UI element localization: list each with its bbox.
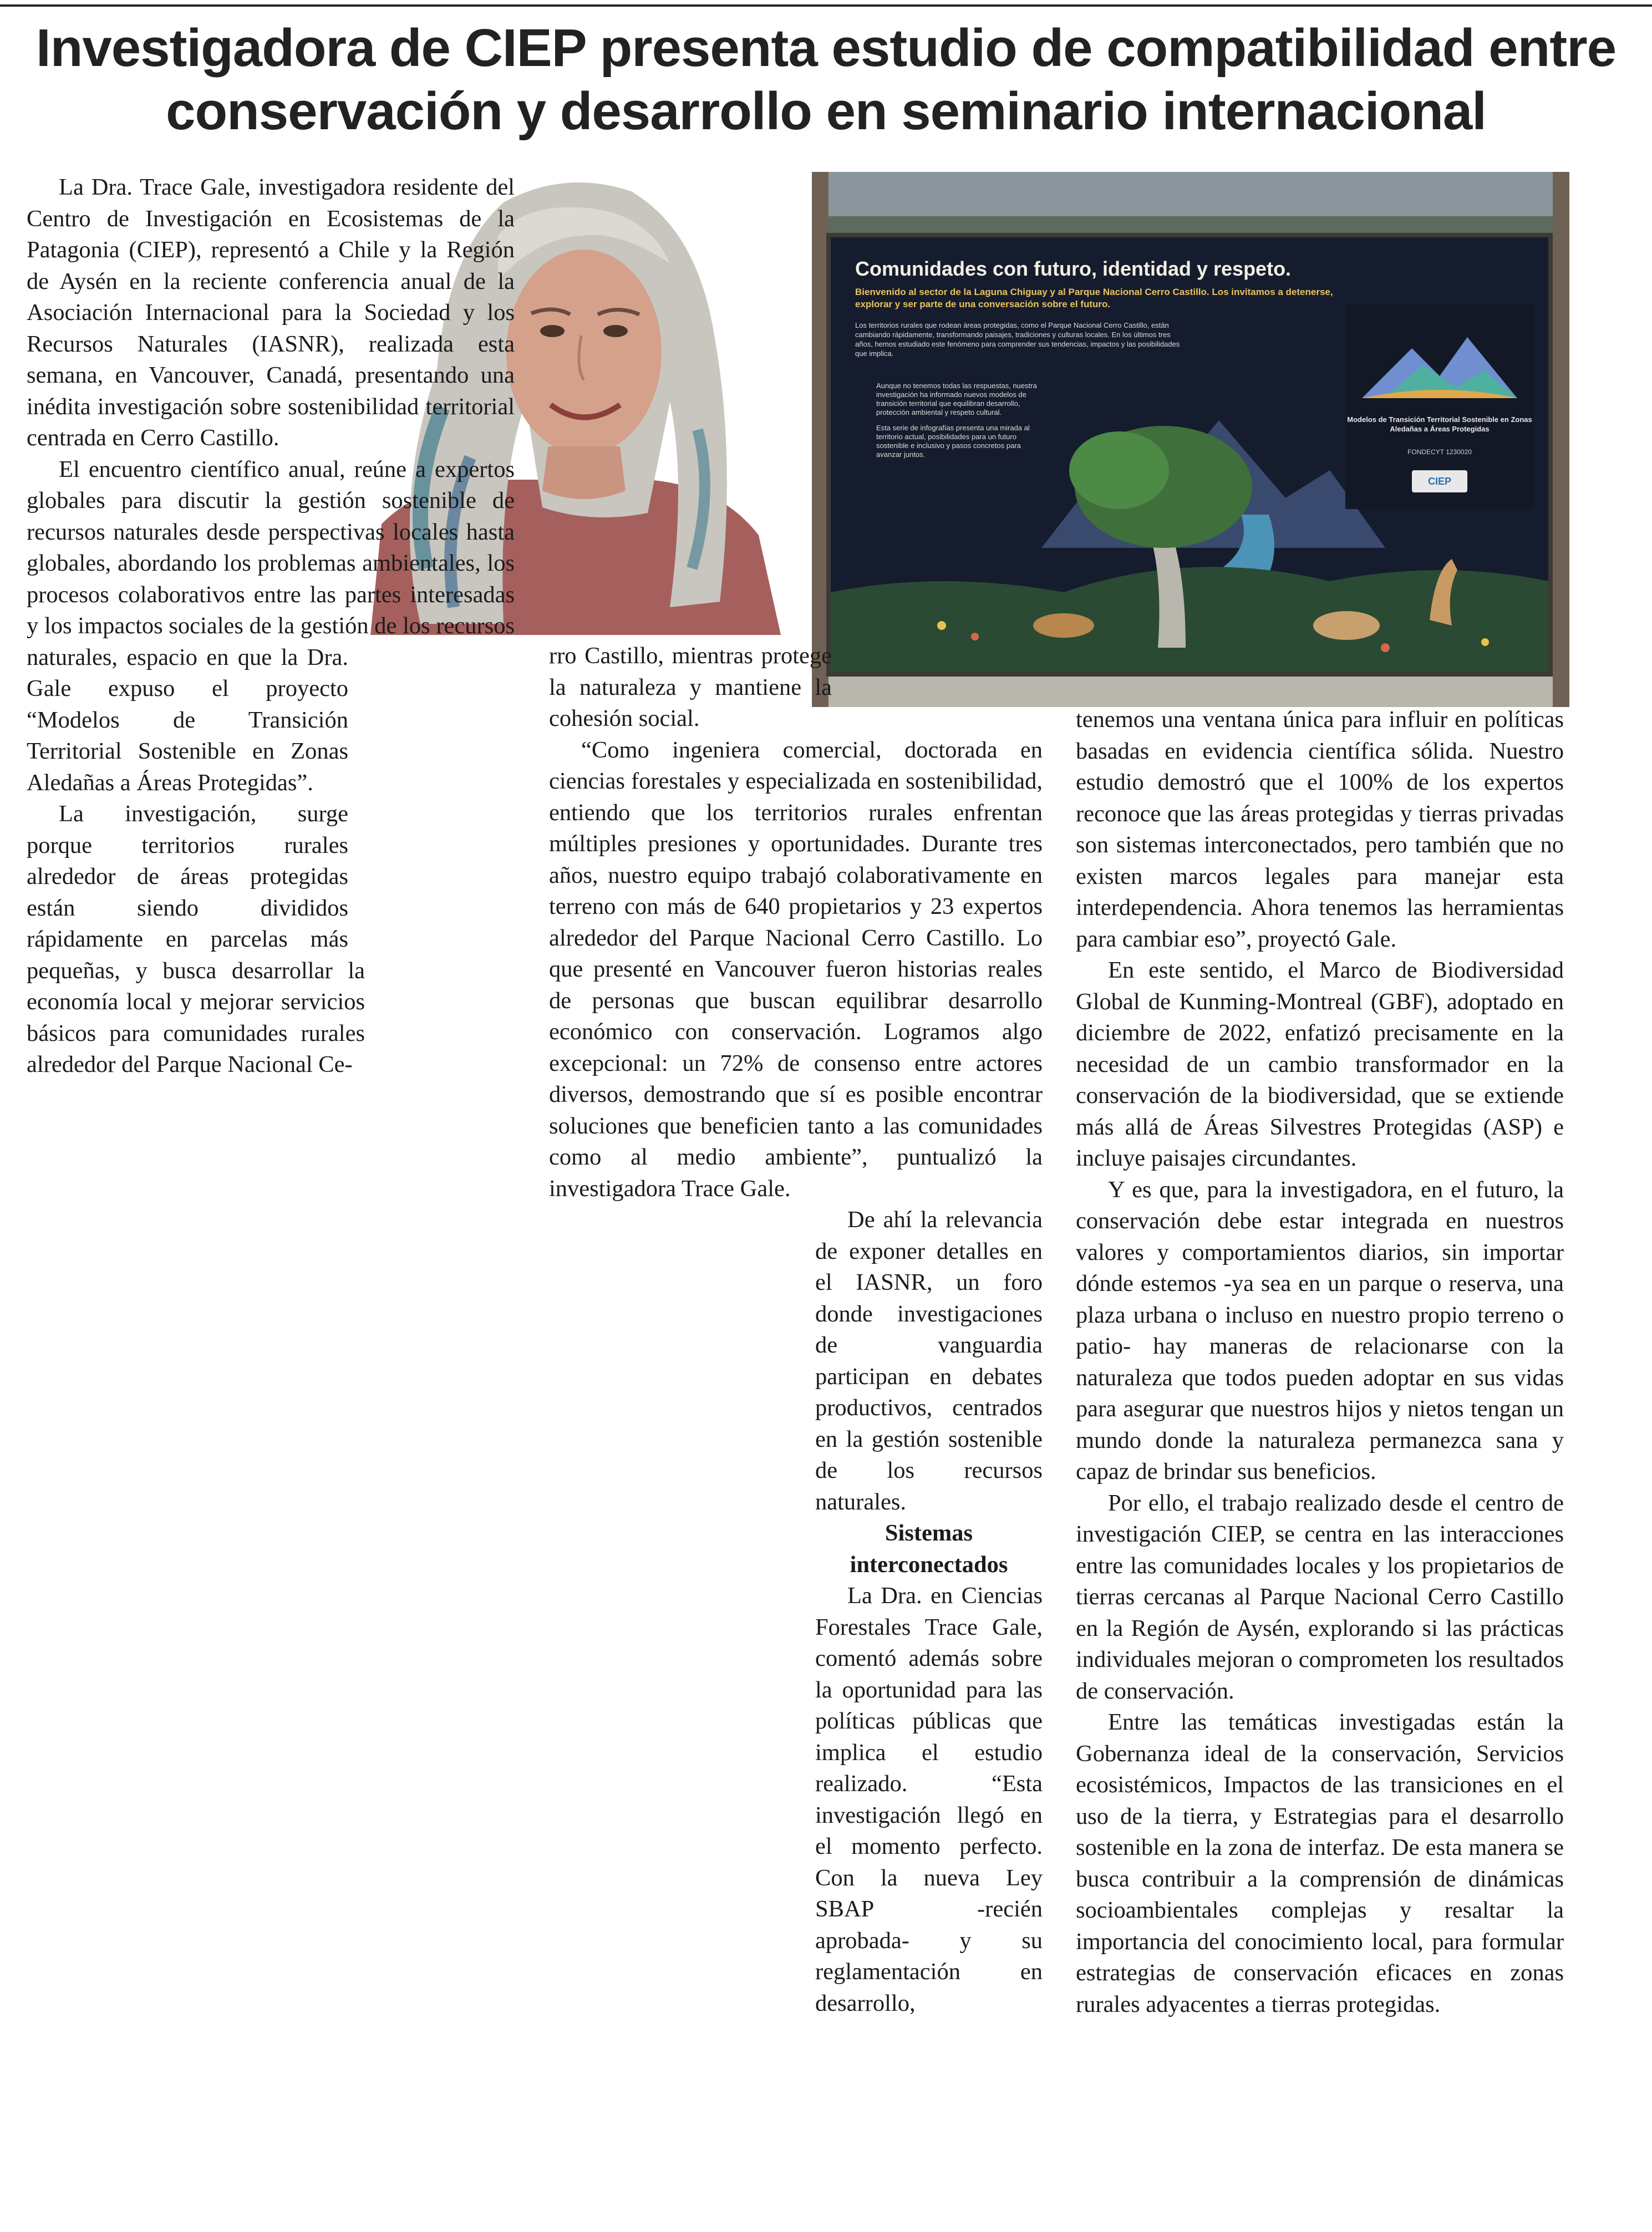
paragraph: tenemos una ventana única para influir en políticas basadas en evidencia científica sólida. Nuestro estudio demostró que el 100% de los expertos reconoce que las áreas protegidas y tierras privadas son sistemas interconectados, pero también que no existen marcos legales para manejar esta interdependencia. Ahora tenemos las herramientas para cambiar eso”, proyectó Gale. bbox=[1076, 706, 1564, 952]
top-rule bbox=[0, 4, 1652, 7]
paragraph: El encuentro científico anual, reúne a expertos globales para discutir la gestión sostenible de recursos naturales desde perspectivas locales hasta globales, abordando los problemas ambientales, los procesos colaborativos entre las partes interesadas y los impactos sociales de la gestión de los recursos naturales, espacio en que la Dra. Gale expuso el proyecto “Modelos de Transición Territorial Sostenible en Zonas Aledañas a Áreas Protegidas”. bbox=[27, 456, 515, 796]
sign-note-2: Esta serie de infografías presenta una mirada al territorio actual, posibilidades para un futuro sostenible e inclusivo y pasos concretos para avanzar juntos. bbox=[876, 424, 1030, 459]
sign-body: Los territorios rurales que rodean áreas protegidas, como el Parque Nacional Cerro Castillo, están cambiando rápidamente, transformando paisajes, tradiciones y culturas locales. En los últimos tres años, hemos estudiado este fenómeno para comprender sus tendencias, impactos y las posibilidades que implica. bbox=[855, 321, 1180, 358]
sign-note bbox=[876, 382, 1037, 459]
paragraph: La Dra. en Ciencias Forestales Trace Gale, comentó además sobre la oportunidad para las políticas públicas que implica el estudio realizado. “Esta investigación llegó en el momento perfecto. Con la nueva Ley SBAP -recién aprobada- y su reglamentación en desarrollo, bbox=[815, 1583, 1043, 2016]
sign-subtitle: Bienvenido al sector de la Laguna Chiguay y al Parque Nacional Cerro Castillo. Los invitamos a detenerse, explorar y ser parte de una conversación sobre el futuro. bbox=[855, 287, 1333, 309]
sign-panel-code: FONDECYT 1230020 bbox=[1407, 448, 1472, 456]
paragraph: rro Castillo, mientras protege la naturaleza y mantiene la cohesión social. bbox=[549, 643, 832, 731]
column-1 bbox=[27, 172, 515, 1109]
subheading: Sistemas interconectados bbox=[850, 1520, 1008, 1578]
sign-board bbox=[826, 233, 1553, 677]
paragraph: Por ello, el trabajo realizado desde el centro de investigación CIEP, se centra en las interacciones entre las comunidades locales y los propietarios de tierras cercanas al Parque Nacional Cerro Castillo en la Región de Aysén, explorando si las prácticas individuales mejoran o comprometen los resultados de conservación. bbox=[1076, 1489, 1564, 1704]
sign-info-panel bbox=[1345, 304, 1534, 509]
paragraph: La Dra. Trace Gale, investigadora residente del Centro de Investigación en Ecosistemas de la Patagonia (CIEP), representó a Chile y la Región de Aysén en la reciente conferencia anual de la Asociación Internacional para la Sociedad y los Recursos Naturales (IASNR), realizada esta semana, en Vancouver, Canadá, presentando una inédita investigación sobre sostenibilidad territorial centrada en Cerro Castillo. bbox=[27, 174, 515, 451]
paragraph: Y es que, para la investigadora, en el futuro, la conservación debe estar integrada en nuestros valores y comportamientos diarios, sin importar dónde estemos -ya sea en un parque o reserva, una plaza urbana o incluso en nuestro propio terreno o patio- hay maneras de relacionarse con la naturaleza que todos pueden adoptar en sus vidas para asegurar que nuestros hijos y nietos tengan un mundo donde la naturaleza permanezca sana y capaz de brindar sus beneficios. bbox=[1076, 1176, 1564, 1484]
paragraph: Entre las temáticas investigadas están la Gobernanza ideal de la conservación, Servicios ecosistémicos, Impactos de las transiciones en el uso de la tierra, y Estrategias para el desarrollo sostenible en la zona de interfaz. De esta manera se busca contribuir a la comprensión de dinámicas socioambientales complejas y resaltar la importancia del conocimiento local, para formular estrategias de conservación eficaces en zonas rurales adyacentes a tierras protegidas. bbox=[1076, 1709, 1564, 2017]
paragraph: “Como ingeniera comercial, doctorada en ciencias forestales y especializada en sostenibilidad, entiendo que los territorios rurales enfrentan múltiples presiones y oportunidades. Durante tres años, nuestro equipo trabajó colaborativamente en terreno con más de 640 propietarios y 23 expertos alrededor del Parque Nacional Cerro Castillo. Lo que presenté en Vancouver fueron historias reales de personas que buscan equilibrar desarrollo económico con conservación. Logramos algo excepcional: un 72% de consenso entre actores diversos, demostrando que sí es posible encontrar soluciones que beneficien tanto a las comunidades como al medio ambiente”, puntualizó la investigadora Trace Gale. bbox=[549, 736, 1043, 1202]
paragraph: De ahí la relevancia de exponer detalles en el IASNR, un foro donde investigaciones de vanguardia participan en debates productivos, centrados en la gestión sostenible de los recursos naturales. bbox=[815, 1207, 1043, 1515]
sign-photo bbox=[812, 172, 1569, 707]
sign-panel-title: Modelos de Transición Territorial Sostenible en Zonas Aledañas a Áreas Protegidas bbox=[1347, 415, 1532, 433]
ciep-logo: CIEP bbox=[1412, 470, 1467, 492]
column-2 bbox=[549, 640, 1043, 2019]
paragraph: En este sentido, el Marco de Biodiversidad Global de Kunming-Montreal (GBF), adoptado en diciembre de 2022, enfatizó precisamente en la necesidad de un cambio transformador en la conservación de la biodiversidad, que se extiende más allá de Áreas Silvestres Protegidas (ASP) e incluye paisajes circundantes. bbox=[1076, 957, 1564, 1171]
sign-title: Comunidades con futuro, identidad y respeto. bbox=[855, 257, 1292, 280]
sign-note-1: Aunque no tenemos todas las respuestas, nuestra investigación ha informado nuevos modelos de transición territorial que equilibran desarrollo, protección ambiental y respeto cultural. bbox=[876, 382, 1037, 416]
paragraph: La investigación, surge porque territorios rurales alrededor de áreas protegidas están siendo divididos rápidamente en parcelas más pequeñas, y busca desarrollar la economía local y mejorar servicios básicos para comunidades rurales alrededor del Parque Nacional Ce- bbox=[27, 801, 365, 1077]
headline: Investigadora de CIEP presenta estudio de compatibilidad entre conservación y desarrollo en seminario internacional bbox=[36, 18, 1616, 141]
mountain-logo-icon bbox=[1362, 326, 1517, 404]
column-3 bbox=[1076, 704, 1564, 2020]
